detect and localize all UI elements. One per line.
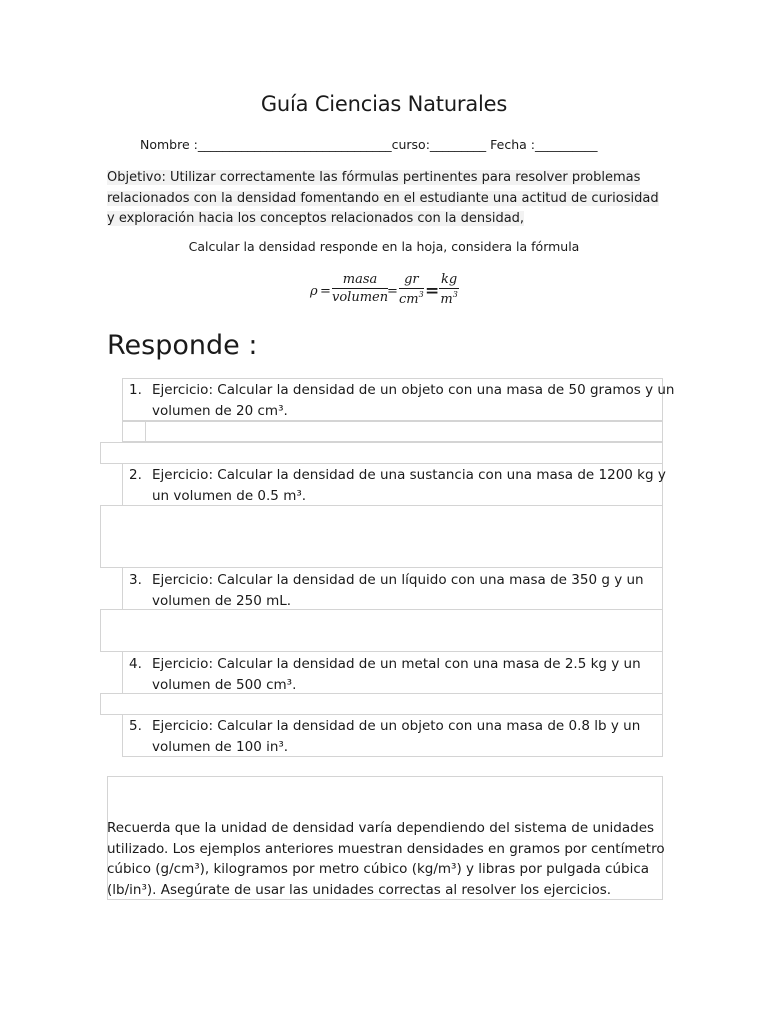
exercise-line-1: Ejercicio: Calcular la densidad de un líquido con una masa de 350 g y un	[152, 572, 644, 588]
density-units-note: Recuerda que la unidad de densidad varía dependiendo del sistema de unidades utilizado. Los ejemplos anteriores muestran densidades en gramos por centímetro cúbico (g/cm³), kilogramos por metro cúbico (kg/m³) y libras por pulgada cúbica (lb/in³). Asegúrate de usar las unidades correctas al resolver los ejercicios.	[107, 820, 665, 898]
formula-fraction-mass-volume	[332, 272, 388, 305]
exercise-1	[129, 380, 675, 422]
formula-kg: kg	[441, 272, 458, 287]
exercise-number: 3.	[129, 572, 142, 588]
formula-equals-1: =	[320, 284, 331, 299]
exercise-3	[129, 570, 669, 612]
answer-1-indent-cell	[122, 421, 146, 442]
exercise-number: 4.	[129, 656, 142, 672]
formula-m-exponent: 3	[452, 290, 458, 299]
formula-equals-3: =	[425, 281, 440, 301]
exercise-number: 1.	[129, 382, 142, 398]
formula-cm: cm	[399, 292, 419, 307]
formula-volumen: volumen	[332, 290, 389, 305]
exercise-4	[129, 654, 669, 696]
exercise-line-2: volumen de 20 cm³.	[152, 403, 288, 419]
formula-rho: ρ	[310, 284, 318, 299]
exercise-line-1: Ejercicio: Calcular la densidad de un objeto con una masa de 50 gramos y un	[152, 382, 675, 398]
section-heading: Responde :	[107, 330, 258, 361]
exercise-number: 2.	[129, 467, 142, 483]
answer-1-cell[interactable]	[145, 421, 663, 442]
formula-cm-exponent: 3	[418, 290, 424, 299]
exercise-5	[129, 716, 669, 758]
density-formula	[308, 270, 478, 318]
exercise-line-2: volumen de 250 mL.	[152, 593, 292, 609]
exercise-line-2: volumen de 500 cm³.	[152, 677, 297, 693]
student-info-line: Nombre :_______________________________curso:_________ Fecha :__________	[140, 137, 598, 152]
page-title: Guía Ciencias Naturales	[260, 92, 508, 116]
exercise-2	[129, 465, 669, 507]
answer-3-cell[interactable]	[100, 609, 663, 652]
formula-m: m	[440, 292, 453, 307]
formula-equals-2: =	[387, 284, 398, 299]
exercise-number: 5.	[129, 718, 142, 734]
objective-paragraph	[107, 168, 667, 230]
answer-1b-cell[interactable]	[100, 442, 663, 464]
formula-fraction-kg-m3	[439, 272, 459, 307]
formula-fraction-gr-cm3	[399, 272, 424, 307]
exercise-line-1: Ejercicio: Calcular la densidad de una sustancia con una masa de 1200 kg y	[152, 467, 666, 483]
formula-masa: masa	[332, 272, 388, 289]
exercise-line-1: Ejercicio: Calcular la densidad de un objeto con una masa de 0.8 lb y un	[152, 718, 641, 734]
answer-4-cell[interactable]	[100, 693, 663, 715]
exercise-line-2: volumen de 100 in³.	[152, 739, 289, 755]
objective-text: Utilizar correctamente las fórmulas pertinentes para resolver problemas relacionados con la densidad fomentando en el estudiante una actitud de curiosidad y exploración hacia los conceptos relacionados con la densidad,	[107, 170, 659, 226]
exercise-line-1: Ejercicio: Calcular la densidad de un metal con una masa de 2.5 kg y un	[152, 656, 641, 672]
answer-2-cell[interactable]	[100, 505, 663, 568]
exercise-line-2: un volumen de 0.5 m³.	[152, 488, 307, 504]
formula-gr: gr	[399, 272, 424, 289]
objective-label: Objetivo:	[107, 170, 166, 185]
instruction-text: Calcular la densidad responde en la hoja, considera la fórmula	[188, 239, 580, 254]
